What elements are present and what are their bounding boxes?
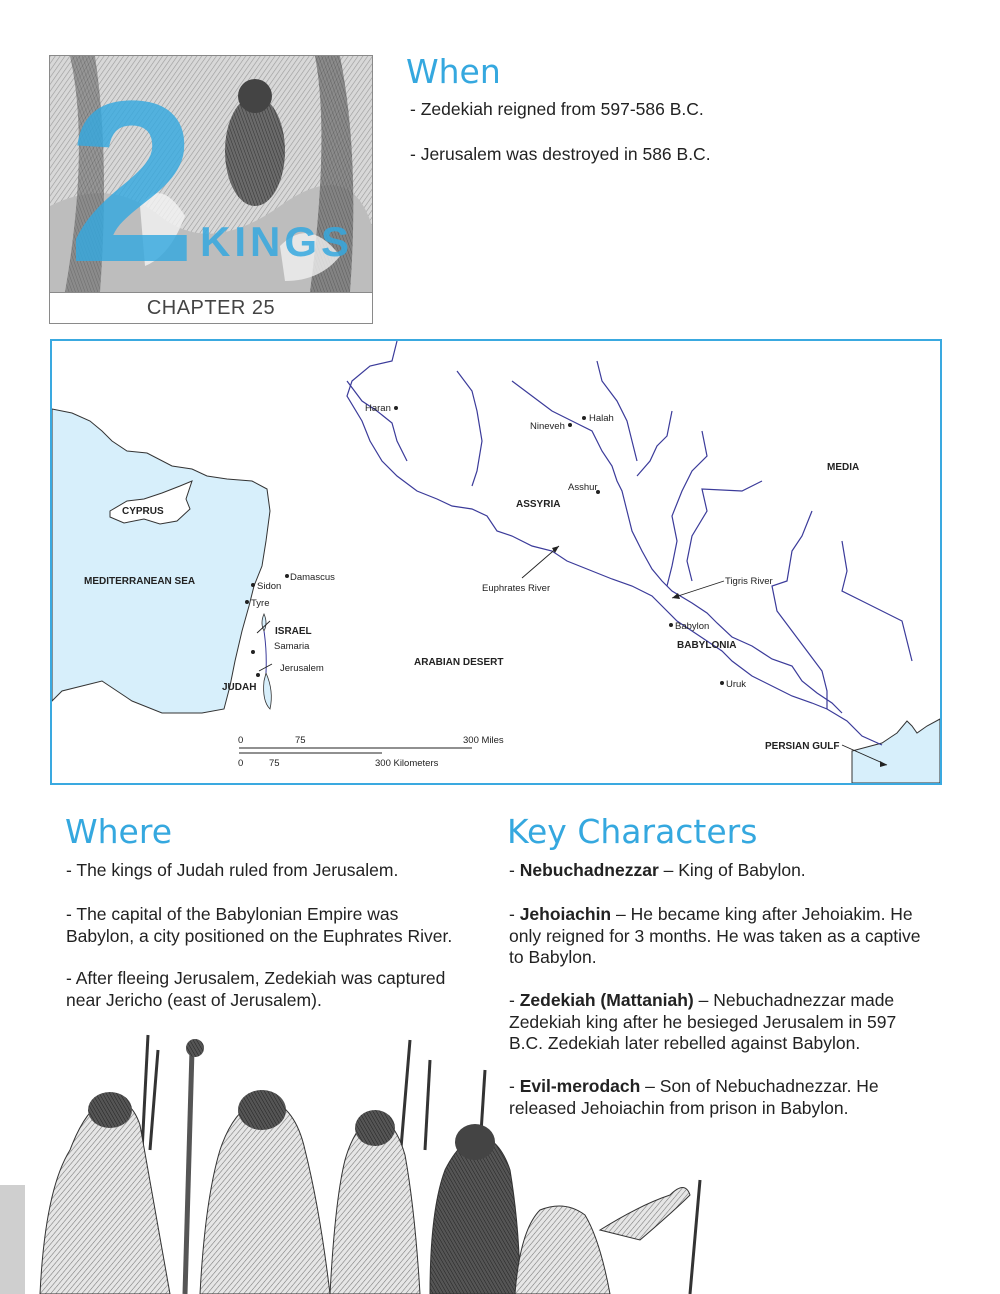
character-desc: – Nebuchadnezzar made — [693, 990, 895, 1010]
label-nineveh: Nineveh — [530, 421, 565, 432]
where-line-2: - The capital of the Babylonian Empire was — [66, 904, 399, 924]
label-uruk: Uruk — [726, 679, 747, 690]
label-samaria: Samaria — [274, 641, 310, 652]
where-line-5: near Jericho (east of Jerusalem). — [66, 990, 322, 1010]
label-tigris: Tigris River — [725, 576, 773, 587]
book-cover — [49, 55, 373, 324]
label-media: MEDIA — [827, 462, 860, 473]
character-name: Nebuchadnezzar — [519, 860, 659, 880]
label-haran: Haran — [365, 403, 391, 414]
label-halah: Halah — [589, 413, 614, 424]
label-judah: JUDAH — [222, 682, 257, 693]
cover-book-title: KINGS — [200, 218, 354, 265]
character-name: Jehoiachin — [519, 904, 612, 924]
when-line-2: - Jerusalem was destroyed in 586 B.C. — [410, 144, 711, 164]
when-heading: When — [406, 52, 501, 91]
map-scale — [238, 735, 504, 769]
character-desc-line: released Jehoiachin from prison in Babylon. — [509, 1098, 849, 1118]
character-name: Evil-merodach — [519, 1076, 641, 1096]
label-jerusalem: Jerusalem — [280, 663, 324, 674]
label-babylonia: BABYLONIA — [677, 640, 737, 651]
label-cyprus: CYPRUS — [122, 506, 164, 517]
cover-number: 2 — [68, 56, 196, 292]
persian-gulf-water — [852, 719, 940, 783]
map — [50, 339, 942, 785]
where-line-4: - After fleeing Jerusalem, Zedekiah was captured — [66, 968, 446, 988]
chapter-label: CHAPTER 25 — [50, 292, 372, 324]
where-line-1: - The kings of Judah ruled from Jerusalem. — [66, 860, 399, 880]
scale-km-0: 0 — [238, 758, 244, 769]
label-israel: ISRAEL — [275, 626, 312, 637]
character-desc-line: to Babylon. — [509, 947, 597, 967]
label-damascus: Damascus — [290, 572, 335, 583]
character-evil-merodach: - Evil-merodach – Son of Nebuchadnezzar. He — [509, 1076, 879, 1096]
character-desc-line: Zedekiah king after he besieged Jerusalem in 597 — [509, 1012, 897, 1032]
label-assyria: ASSYRIA — [516, 499, 561, 510]
character-zedekiah: - Zedekiah (Mattaniah) – Nebuchadnezzar made — [509, 990, 895, 1010]
where-line-3: Babylon, a city positioned on the Euphrates River. — [66, 926, 453, 946]
character-nebuchadnezzar: - Nebuchadnezzar – King of Babylon. — [509, 860, 806, 880]
label-tyre: Tyre — [251, 598, 270, 609]
map-canvas — [52, 341, 940, 783]
character-desc-line: only reigned for 3 months. He was taken as a captive — [509, 926, 921, 946]
character-desc: – King of Babylon. — [658, 860, 806, 880]
label-arrows — [257, 546, 887, 765]
rivers — [347, 341, 912, 745]
scale-miles-300: 300 Miles — [463, 735, 504, 746]
bottom-engraving — [0, 1030, 720, 1294]
label-babylon: Babylon — [675, 621, 710, 632]
scale-miles-0: 0 — [238, 735, 244, 746]
cover-engraving — [50, 56, 372, 292]
when-line-1: - Zedekiah reigned from 597-586 B.C. — [410, 99, 704, 119]
galilee — [262, 614, 266, 631]
mediterranean-water — [52, 409, 270, 713]
scale-miles-75: 75 — [295, 735, 306, 746]
city-dots — [245, 406, 724, 685]
label-arabian-desert: ARABIAN DESERT — [414, 657, 504, 668]
where-heading: Where — [65, 812, 172, 851]
character-desc: – He became king after Jehoiakim. He — [611, 904, 913, 924]
key-characters-heading: Key Characters — [507, 812, 758, 851]
label-sidon: Sidon — [257, 581, 282, 592]
label-mediterranean: MEDITERRANEAN SEA — [84, 576, 196, 587]
dead-sea — [264, 673, 272, 709]
scale-km-300: 300 Kilometers — [375, 758, 439, 769]
label-euphrates: Euphrates River — [482, 583, 551, 594]
character-jehoiachin: - Jehoiachin – He became king after Jehoiakim. He — [509, 904, 913, 924]
character-name: Zedekiah (Mattaniah) — [519, 990, 694, 1010]
label-asshur: Asshur — [568, 482, 598, 493]
character-desc: – Son of Nebuchadnezzar. He — [640, 1076, 879, 1096]
label-persian-gulf: PERSIAN GULF — [765, 741, 840, 752]
scale-km-75: 75 — [269, 758, 280, 769]
character-desc-line: B.C. Zedekiah later rebelled against Babylon. — [509, 1033, 861, 1053]
